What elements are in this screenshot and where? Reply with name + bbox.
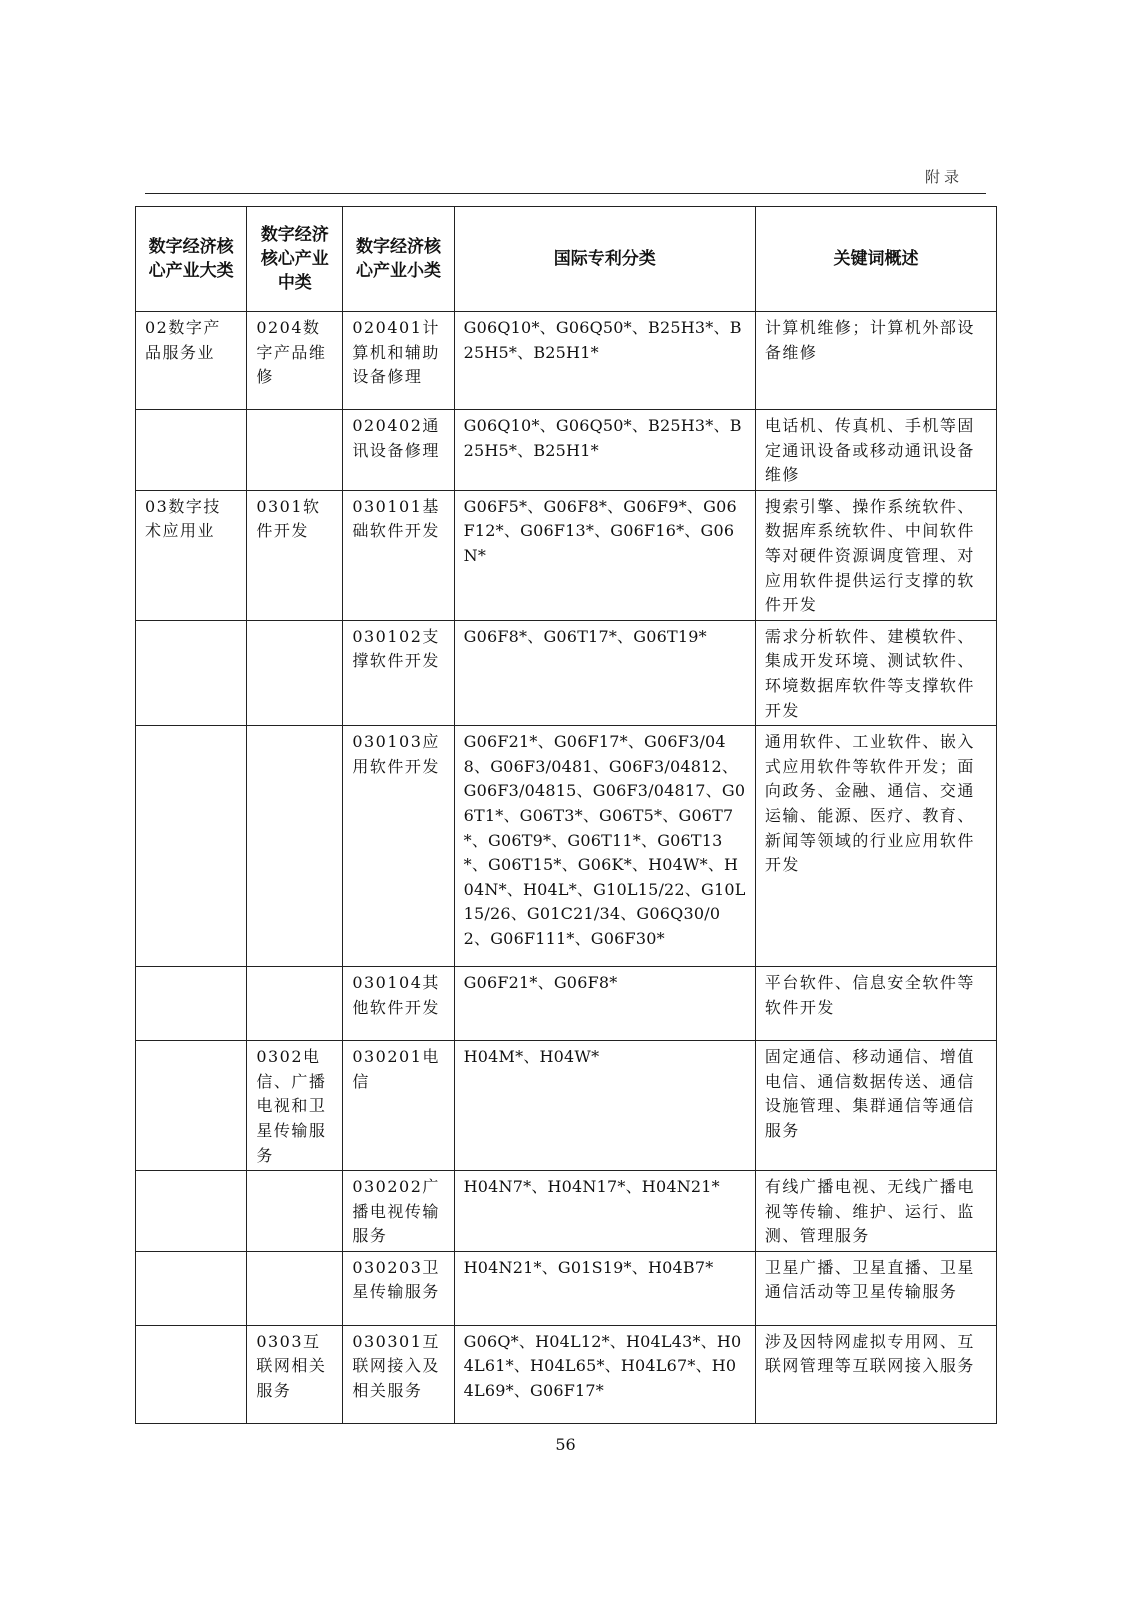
table-row	[136, 410, 997, 491]
cell-major-category	[136, 1325, 247, 1423]
cell-keywords: 涉及因特网虚拟专用网、互联网管理等互联网接入服务	[755, 1325, 996, 1423]
cell-keywords: 电话机、传真机、手机等固定通讯设备或移动通讯设备维修	[755, 410, 996, 491]
header-rule	[145, 193, 986, 194]
cell-ipc-codes: H04M*、H04W*	[454, 1041, 755, 1171]
cell-keywords: 有线广播电视、无线广播电视等传输、维护、运行、监测、管理服务	[755, 1171, 996, 1252]
column-header-middle: 数字经济核心产业中类	[247, 207, 343, 312]
table-row	[136, 726, 997, 967]
cell-major-category	[136, 620, 247, 725]
cell-minor-category: 030201电信	[343, 1041, 454, 1171]
cell-major-category: 02数字产品服务业	[136, 312, 247, 410]
cell-minor-category: 020402通讯设备修理	[343, 410, 454, 491]
table-header-row	[136, 207, 997, 312]
cell-minor-category: 030102支撑软件开发	[343, 620, 454, 725]
table-row	[136, 1251, 997, 1325]
cell-major-category	[136, 410, 247, 491]
cell-minor-category: 030203卫星传输服务	[343, 1251, 454, 1325]
cell-major-category	[136, 1171, 247, 1252]
cell-middle-category: 0302电信、广播电视和卫星传输服务	[247, 1041, 343, 1171]
cell-middle-category: 0301软件开发	[247, 490, 343, 620]
cell-minor-category: 030101基础软件开发	[343, 490, 454, 620]
cell-ipc-codes: H04N21*、G01S19*、H04B7*	[454, 1251, 755, 1325]
cell-keywords: 平台软件、信息安全软件等软件开发	[755, 967, 996, 1041]
running-head: 附录	[924, 168, 963, 186]
cell-ipc-codes: G06F21*、G06F8*	[454, 967, 755, 1041]
cell-middle-category	[247, 1171, 343, 1252]
cell-major-category	[136, 967, 247, 1041]
table-row	[136, 620, 997, 725]
cell-middle-category	[247, 726, 343, 967]
cell-ipc-codes: G06F21*、G06F17*、G06F3/048、G06F3/0481、G06F3/04812、G06F3/04815、G06F3/04817、G06T1*、G06T3*、G06T5*、G06T7*、G06T9*、G06T11*、G06T13*、G06T15*、G06K*、H04W*、H04N*、H04L*、G10L15/22、G10L15/26、G01C21/34、G06Q30/02、G06F111*、G06F30*	[454, 726, 755, 967]
cell-ipc-codes: G06Q*、H04L12*、H04L43*、H04L61*、H04L65*、H04L67*、H04L69*、G06F17*	[454, 1325, 755, 1423]
ipc-classification-table	[135, 206, 997, 1424]
cell-minor-category: 030104其他软件开发	[343, 967, 454, 1041]
cell-keywords: 卫星广播、卫星直播、卫星通信活动等卫星传输服务	[755, 1251, 996, 1325]
cell-minor-category: 030103应用软件开发	[343, 726, 454, 967]
cell-ipc-codes: G06Q10*、G06Q50*、B25H3*、B25H5*、B25H1*	[454, 410, 755, 491]
table-row	[136, 1171, 997, 1252]
cell-ipc-codes: H04N7*、H04N17*、H04N21*	[454, 1171, 755, 1252]
column-header-minor: 数字经济核心产业小类	[343, 207, 454, 312]
cell-keywords: 固定通信、移动通信、增值电信、通信数据传送、通信设施管理、集群通信等通信服务	[755, 1041, 996, 1171]
table-row	[136, 967, 997, 1041]
cell-ipc-codes: G06Q10*、G06Q50*、B25H3*、B25H5*、B25H1*	[454, 312, 755, 410]
column-header-major: 数字经济核心产业大类	[136, 207, 247, 312]
cell-ipc-codes: G06F5*、G06F8*、G06F9*、G06F12*、G06F13*、G06F16*、G06N*	[454, 490, 755, 620]
column-header-keywords: 关键词概述	[755, 207, 996, 312]
cell-major-category	[136, 1041, 247, 1171]
cell-minor-category: 030202广播电视传输服务	[343, 1171, 454, 1252]
cell-major-category	[136, 1251, 247, 1325]
table-row	[136, 1041, 997, 1171]
cell-middle-category	[247, 967, 343, 1041]
cell-middle-category	[247, 1251, 343, 1325]
cell-keywords: 搜索引擎、操作系统软件、数据库系统软件、中间软件等对硬件资源调度管理、对应用软件提供运行支撑的软件开发	[755, 490, 996, 620]
cell-ipc-codes: G06F8*、G06T17*、G06T19*	[454, 620, 755, 725]
cell-middle-category: 0204数字产品维修	[247, 312, 343, 410]
cell-major-category	[136, 726, 247, 967]
table-row	[136, 490, 997, 620]
table-row	[136, 1325, 997, 1423]
cell-middle-category	[247, 620, 343, 725]
cell-keywords: 计算机维修；计算机外部设备维修	[755, 312, 996, 410]
cell-major-category: 03数字技术应用业	[136, 490, 247, 620]
cell-keywords: 需求分析软件、建模软件、集成开发环境、测试软件、环境数据库软件等支撑软件开发	[755, 620, 996, 725]
cell-middle-category: 0303互联网相关服务	[247, 1325, 343, 1423]
cell-keywords: 通用软件、工业软件、嵌入式应用软件等软件开发；面向政务、金融、通信、交通运输、能源、医疗、教育、新闻等领域的行业应用软件开发	[755, 726, 996, 967]
cell-middle-category	[247, 410, 343, 491]
cell-minor-category: 020401计算机和辅助设备修理	[343, 312, 454, 410]
table-row	[136, 312, 997, 410]
cell-minor-category: 030301互联网接入及相关服务	[343, 1325, 454, 1423]
column-header-ipc: 国际专利分类	[454, 207, 755, 312]
page-number: 56	[555, 1435, 576, 1454]
